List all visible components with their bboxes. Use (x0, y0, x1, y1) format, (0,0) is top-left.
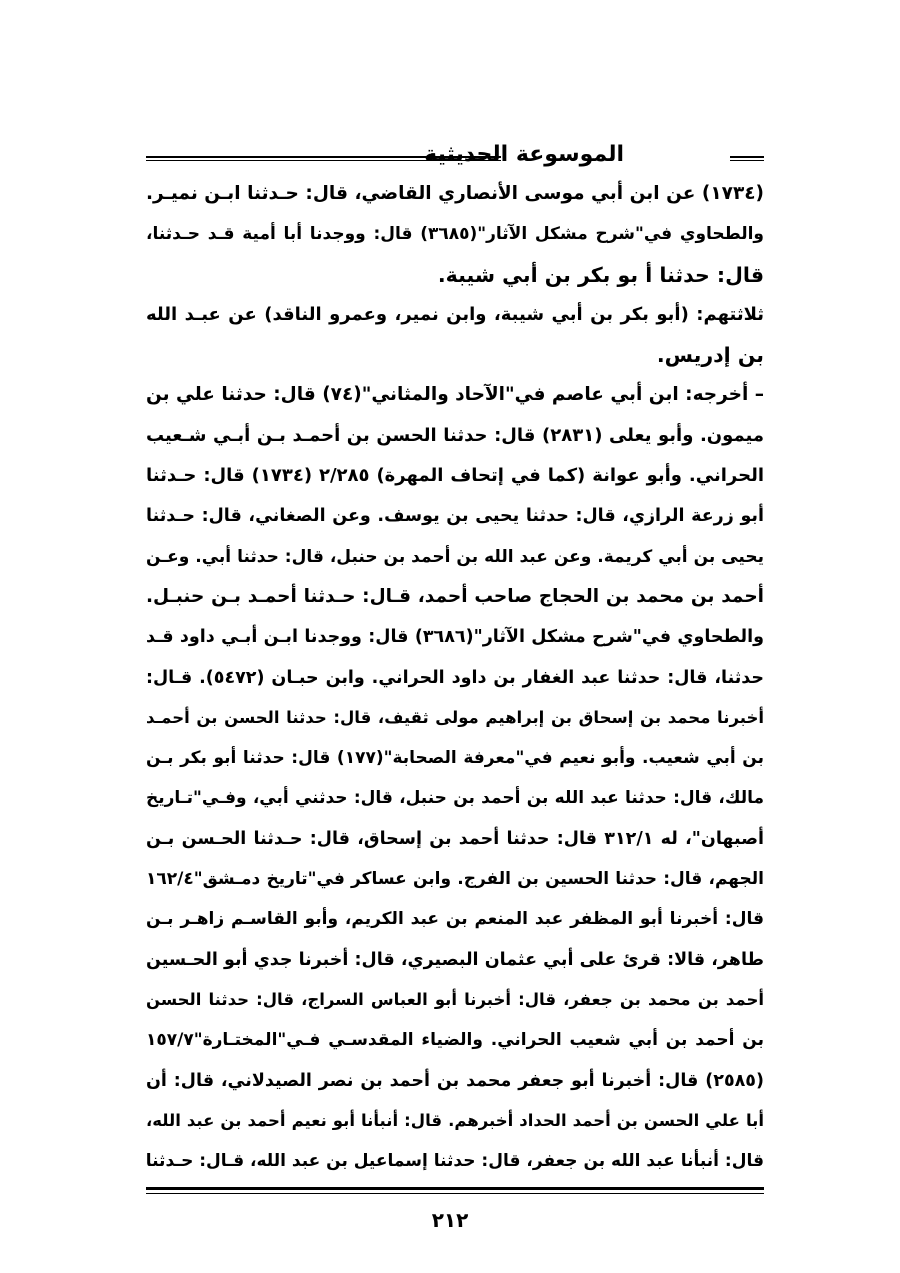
text-line: أحمد بن محمد بن جعفر، قال: أخبرنا أبو العباس السراج، قال: حدثنا الحسن (146, 989, 764, 1009)
text-line: قال: حدثنا أ بو بكر بن أبي شيبة. (437, 262, 764, 287)
text-line: ثلاثتهم: (أبو بكر بن أبي شيبة، وابن نمير، وعمرو الناقد) عن عبـد الله (146, 303, 764, 325)
text-line: يحيى بن أبي كريمة. وعن عبد الله بن أحمد بن حنبل، قال: حدثنا أبي. وعـن (146, 546, 764, 567)
text-line: أخبرنا محمد بن إسحاق بن إبراهيم مولى ثقيف، قال: حدثنا الحسن بن أحمـد (146, 707, 764, 727)
text-line: ميمون. وأبو يعلى (٢٨٣١) قال: حدثنا الحسن بن أحمـد بـن أبـي شـعيب (146, 424, 765, 446)
text-line: الحراني. وأبو عوانة (كما في إتحاف المهرة) ٢/٢٨٥ (١٧٣٤) قال: حـدثنا (146, 465, 764, 487)
text-line: بن إدريس. (656, 343, 764, 368)
text-line: – أخرجه: ابن أبي عاصم في"الآحاد والمثاني"(٧٤) قال: حدثنا علي بن (145, 384, 764, 406)
footer-rule (146, 1187, 764, 1190)
text-line: بن أحمد بن أبي شعيب الحراني. والضياء المقدسـي فـي"المختـارة"١٥٧/٧ (146, 1030, 764, 1051)
text-line: حدثنا، قال: حدثنا عبد الغفار بن داود الحراني. وابن حبـان (٥٤٧٢). قـال: (146, 667, 765, 688)
text-line: أبو زرعة الرازي، قال: حدثنا يحيى بن يوسف. وعن الصغاني، قال: حـدثنا (146, 506, 764, 527)
text-line: (١٧٣٤) عن ابن أبي موسى الأنصاري القاضي، قال: حـدثنا ابـن نميـر. (146, 183, 764, 204)
text-line: طاهر، قالا: قرئ على أبي عثمان البصيري، قال: أخبرنا جدي أبو الحـسين (146, 949, 764, 970)
text-line: قال: أنبأنا عبد الله بن جعفر، قال: حدثنا إسماعيل بن عبد الله، قـال: حـدثنا (145, 1151, 764, 1172)
text-line: مالك، قال: حدثنا عبد الله بن أحمد بن حنبل، قال: حدثني أبي، وفـي"تـاريخ (146, 788, 764, 809)
running-header (146, 140, 764, 174)
header-rule-right-thin (730, 160, 764, 161)
header-title: الموسوعة الحديثية (424, 142, 624, 167)
text-line: (٢٥٨٥) قال: أخبرنا أبو جعفر محمد بن أحمد بن نصر الصيدلاني، قال: أن (146, 1070, 764, 1091)
text-line: أصبهان"، له ٣١٢/١ قال: حدثنا أحمد بن إسحاق، قال: حـدثنا الحـسن بـن (146, 828, 764, 849)
text-line: والطحاوي في"شرح مشكل الآثار"(٣٦٨٦) قال: ووجدنا ابـن أبـي داود قـد (146, 627, 764, 648)
footer-rule-thin (146, 1193, 764, 1194)
text-line: والطحاوي في"شرح مشكل الآثار"(٣٦٨٥) قال: ووجدنا أبا أمية قـد حـدثنا، (146, 224, 764, 245)
text-line: بن أبي شعيب. وأبو نعيم في"معرفة الصحابة"(١٧٧) قال: حدثنا أبو بكر بـن (146, 748, 764, 769)
text-line: أبا علي الحسن بن أحمد الحداد أخبرهم. قال: أنبأنا أبو نعيم أحمد بن عبد الله، (146, 1110, 764, 1130)
page-number: ٢١٢ (431, 1208, 469, 1232)
text-line: الجهم، قال: حدثنا الحسين بن الفرج. وابن عساكر في"تاريخ دمـشق"١٦٢/٤ (146, 869, 764, 890)
body-text (146, 174, 764, 1174)
text-line: قال: أخبرنا أبو المظفر عبد المنعم بن عبد الكريم، وأبو القاسـم زاهـر بـن (146, 909, 764, 930)
text-line: أحمد بن محمد بن الحجاج صاحب أحمد، قـال: حـدثنا أحمـد بـن حنبـل. (146, 585, 764, 607)
header-rule-right (730, 156, 764, 158)
